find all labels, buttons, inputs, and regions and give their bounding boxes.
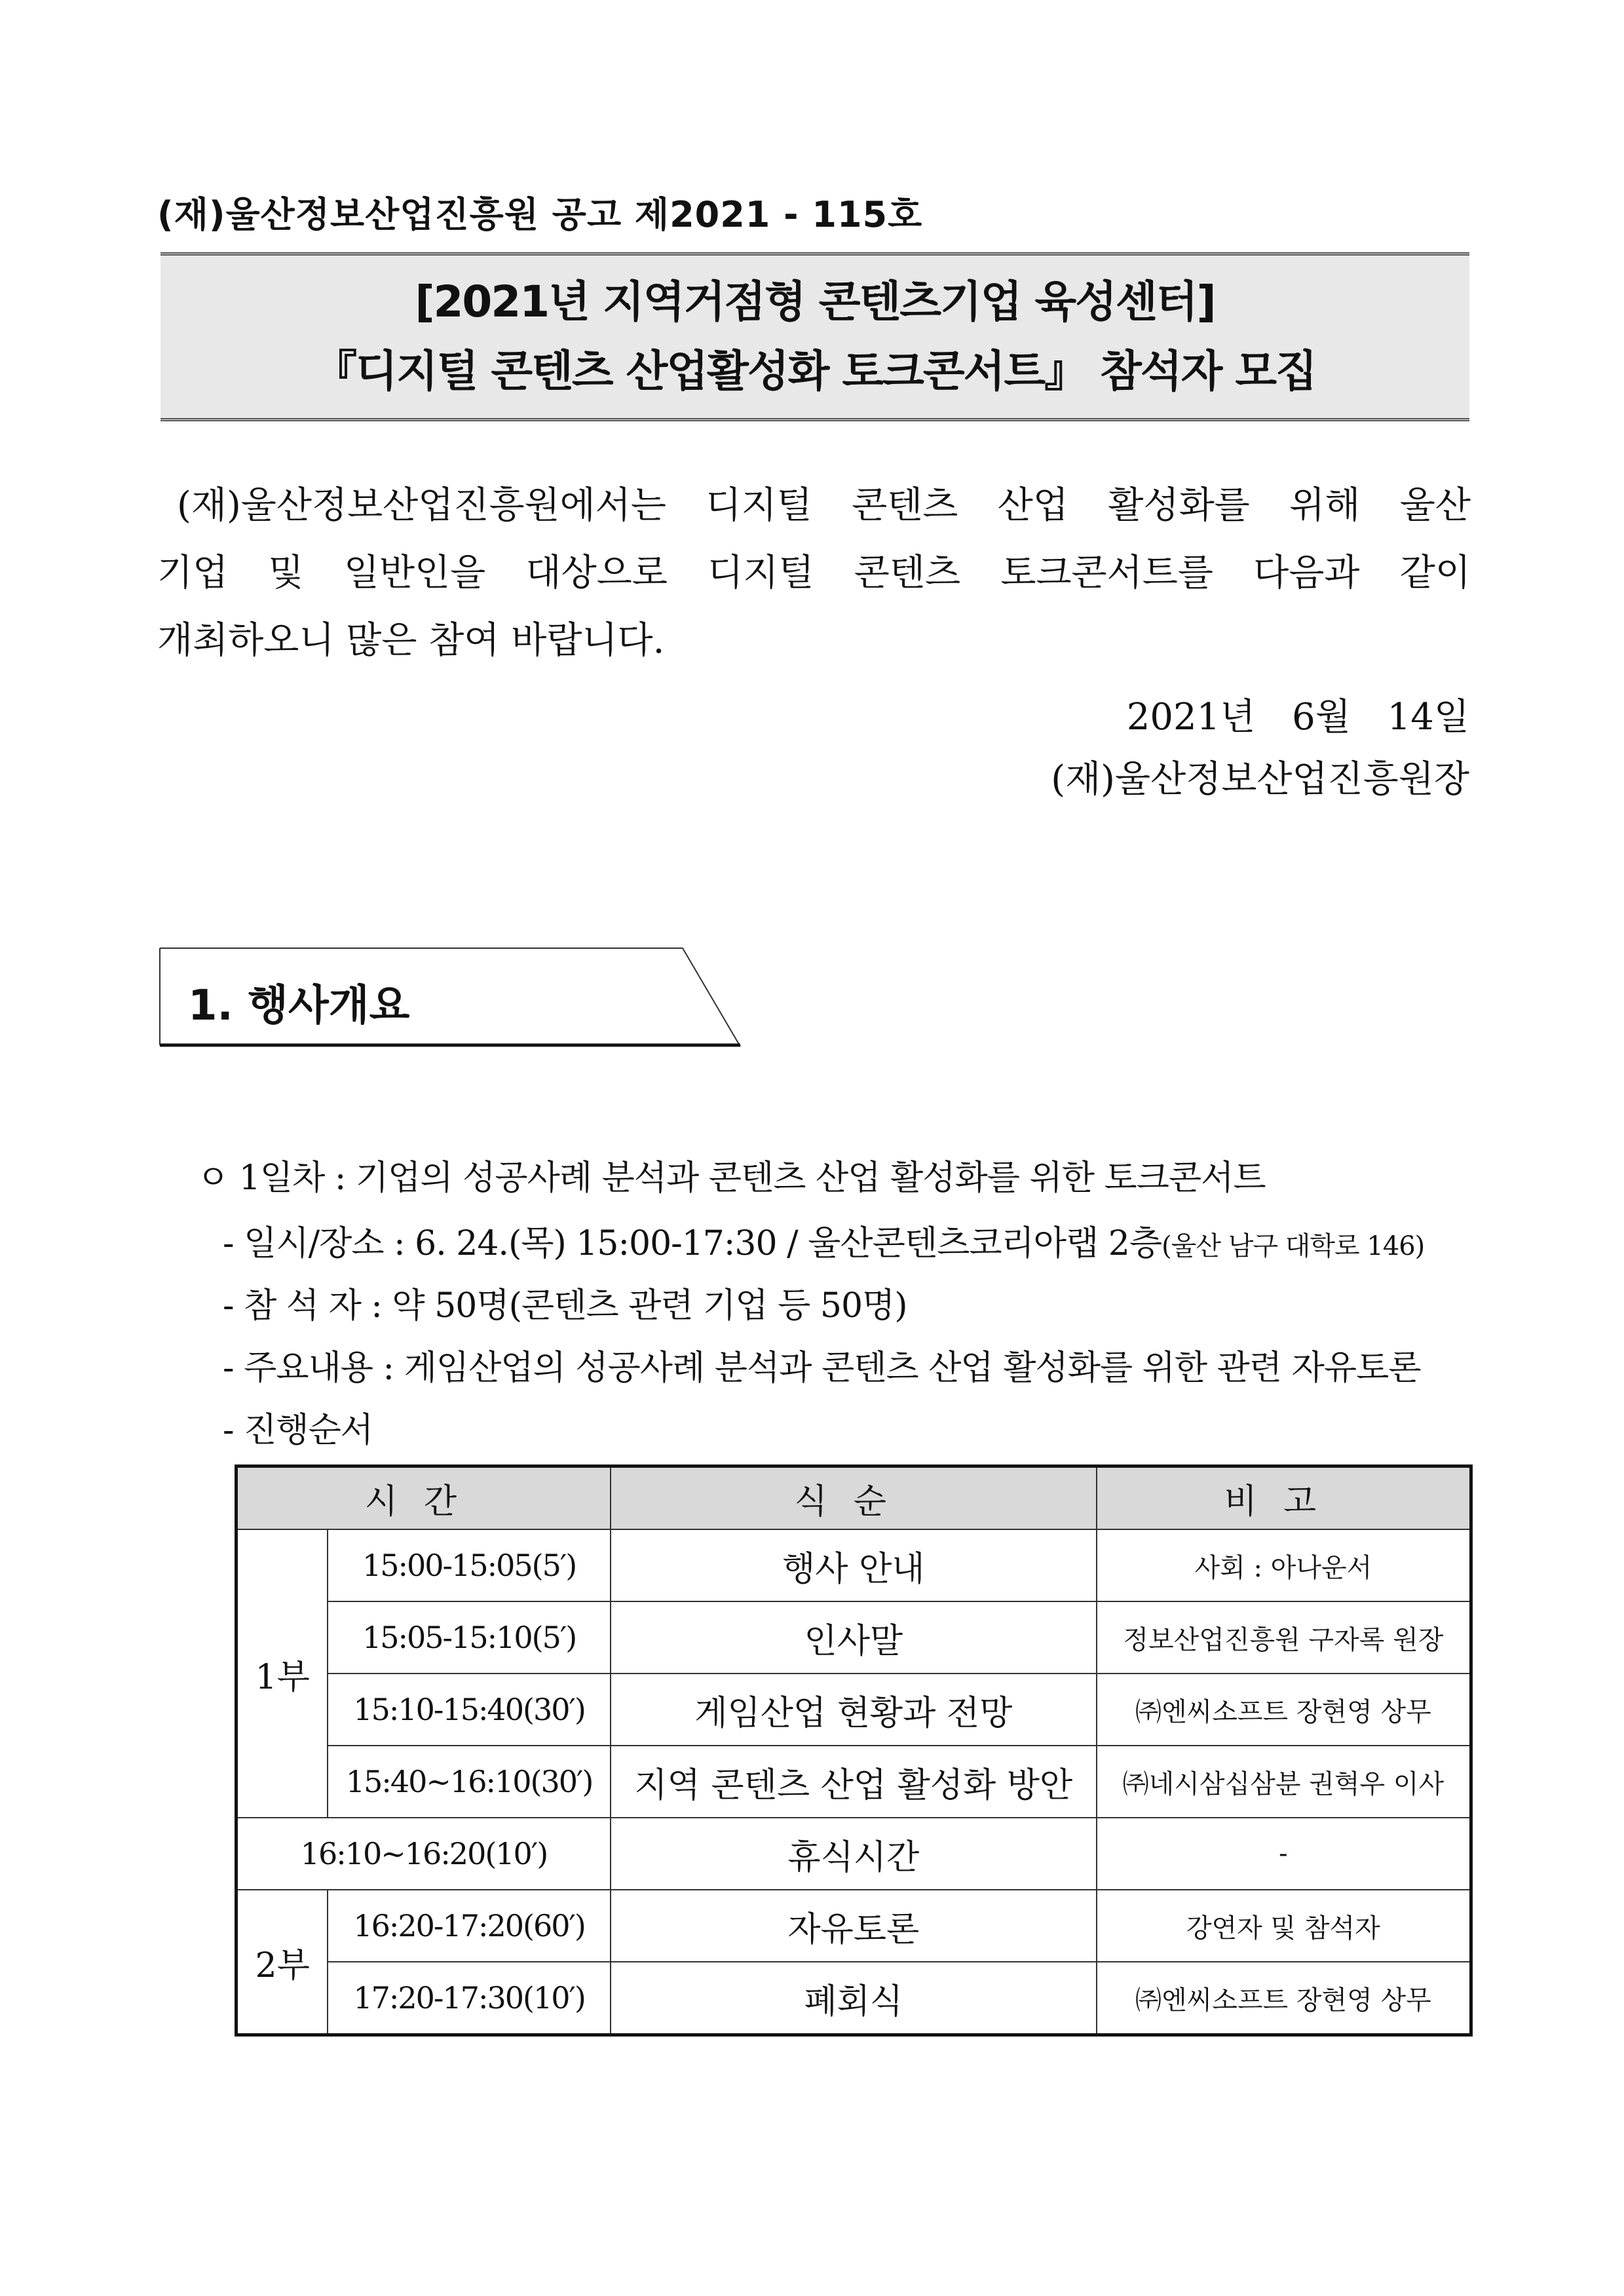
intro-line-1: (재)울산정보산업진흥원에서는 디지털 콘텐츠 산업 활성화를 위해 울산 [177,484,1471,527]
table-row [236,1962,1471,2035]
part1-label: 1부 [236,1529,328,1818]
row-time: 15:05-15:10(5′) [328,1601,611,1674]
intro-line-3: 개최하오니 많은 참여 바랍니다. [157,619,665,662]
schedule-table [235,1464,1473,2037]
row-note: - [1097,1818,1471,1890]
row-program: 폐회식 [611,1962,1097,2035]
title-banner [161,252,1469,421]
title-line-1: [2021년 지역거점형 콘텐츠기업 육성센터] [415,277,1215,327]
row-program: 게임산업 현황과 전망 [611,1674,1097,1746]
notice-number: (재)울산정보산업진흥원 공고 제2021 - 115호 [157,194,923,235]
program-order-label: - 진행순서 [223,1411,373,1450]
title-line-2: 『디지털 콘텐츠 산업활성화 토크콘서트』 참석자 모집 [314,346,1316,396]
row-note: 정보산업진흥원 구자록 원장 [1097,1601,1471,1674]
section-heading-box [159,947,742,1048]
header-time: 시간 [236,1466,611,1530]
issuer: (재)울산정보산업진흥원장 [1051,758,1469,801]
intro-paragraph [157,472,1471,674]
notice-date: 2021년 6월 14일 [1126,696,1469,738]
row-program: 휴식시간 [611,1818,1097,1890]
part2-label: 2부 [236,1890,328,2035]
section-title: 1. 행사개요 [188,982,410,1030]
row-time: 15:10-15:40(30′) [328,1674,611,1746]
row-note: 강연자 및 참석자 [1097,1890,1471,1962]
venue-address: (울산 남구 대학로 146) [1161,1231,1425,1261]
row-time: 15:00-15:05(5′) [328,1529,611,1601]
row-note: ㈜엔씨소프트 장현영 상무 [1097,1962,1471,2035]
day1-heading: ㅇ 1일차 : 기업의 성공사례 분석과 콘텐츠 산업 활성화를 위한 토크콘서트 [197,1158,1266,1198]
row-time: 16:20-17:20(60′) [328,1890,611,1962]
intro-line-2: 기업 및 일반인을 대상으로 디지털 콘텐츠 토크콘서트를 다음과 같이 [157,552,1471,594]
main-content: - 주요내용 : 게임산업의 성공사례 분석과 콘텐츠 산업 활성화를 위한 관련 자유토론 [223,1349,1421,1388]
table-row [236,1601,1471,1674]
table-row [236,1890,1471,1962]
table-header-row [236,1466,1471,1530]
date-venue-text: - 일시/장소 : 6. 24.(목) 15:00-17:30 / 울산콘텐츠코리아랩 2층 [223,1224,1162,1263]
table-row [236,1818,1471,1890]
table-row [236,1674,1471,1746]
table-row [236,1529,1471,1601]
row-time: 17:20-17:30(10′) [328,1962,611,2035]
row-program: 자유토론 [611,1890,1097,1962]
date-venue [223,1215,1424,1265]
row-program: 행사 안내 [611,1529,1097,1601]
header-program: 식순 [611,1466,1097,1530]
row-program: 지역 콘텐츠 산업 활성화 방안 [611,1746,1097,1818]
header-note: 비고 [1097,1466,1471,1530]
row-note: ㈜엔씨소프트 장현영 상무 [1097,1674,1471,1746]
participants: - 참 석 자 : 약 50명(콘텐츠 관련 기업 등 50명) [223,1286,907,1326]
row-note: ㈜네시삼십삼분 권혁우 이사 [1097,1746,1471,1818]
row-note: 사회 : 아나운서 [1097,1529,1471,1601]
row-time: 15:40~16:10(30′) [328,1746,611,1818]
row-program: 인사말 [611,1601,1097,1674]
table-row [236,1746,1471,1818]
row-time: 16:10~16:20(10′) [236,1818,611,1890]
